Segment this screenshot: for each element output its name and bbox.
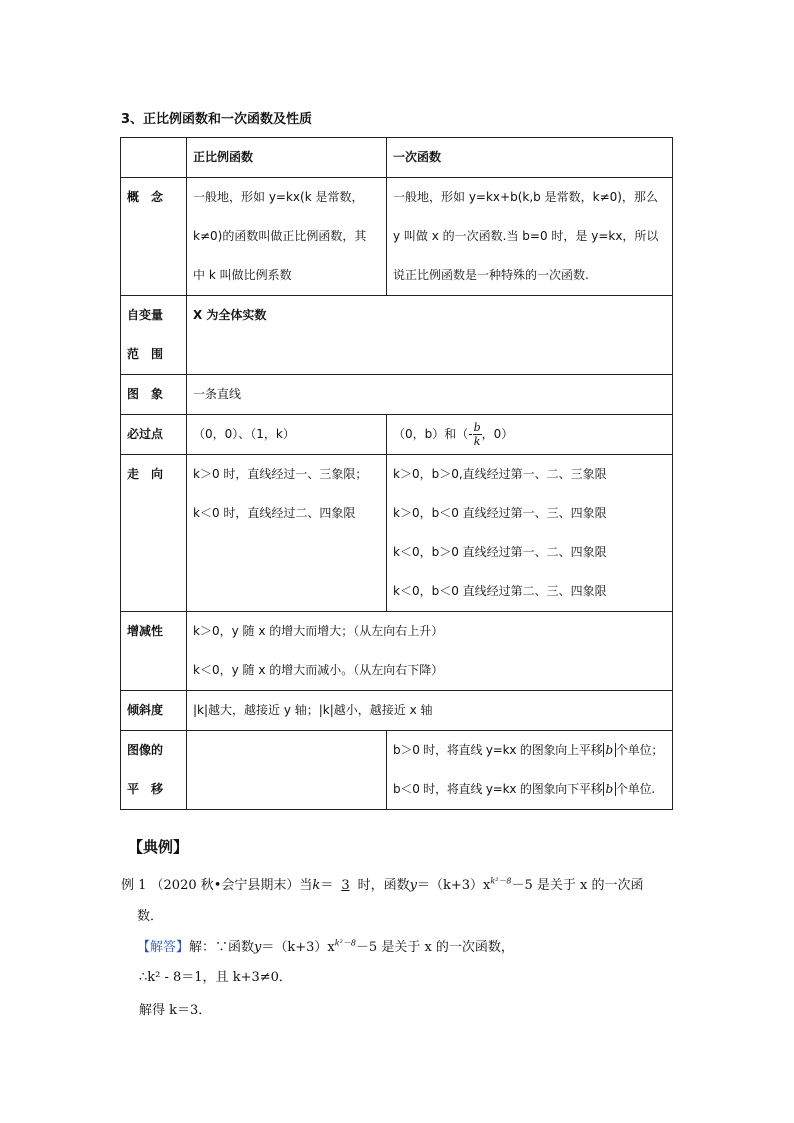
translate-line1-pre: b＞0 时，将直线 y=kx 的图象向上平移 (393, 743, 603, 757)
text-line (393, 731, 666, 770)
points-linear-post: ，0） (481, 427, 514, 441)
points-linear (387, 415, 673, 455)
label-line: 图像的 (127, 743, 164, 757)
label-line: 自变量 (127, 308, 164, 322)
exponent: k²－8 (334, 938, 356, 948)
table-row-graph (121, 375, 673, 415)
row-label-concept: 概 念 (121, 178, 187, 296)
text-line: 一般地，形如 y=kx+b(k,b 是常数，k≠0)，那么 (393, 190, 658, 204)
text-line: 说正比例函数是一种特殊的一次函数. (393, 268, 589, 282)
solution-step2: 解得 k＝3． (139, 1003, 212, 1018)
table-row-direction (121, 455, 673, 612)
table-row-monotonic (121, 612, 673, 691)
exponent: k²－8 (490, 876, 512, 886)
monotonic-value (187, 612, 673, 691)
solution-tag: 【解答】 (137, 940, 190, 955)
var-k: k (312, 878, 321, 893)
translate-line1-post: 个单位； (616, 743, 664, 757)
row-label-graph: 图 象 (121, 375, 187, 415)
table-row-concept (121, 178, 673, 296)
text-line (393, 770, 666, 809)
example-question-line1 (121, 874, 644, 893)
translate-line2-post: 个单位. (616, 782, 656, 796)
var-y: y (254, 940, 262, 955)
function-expr: ＝（k+3）x (261, 940, 335, 955)
table-row-slope (121, 691, 673, 731)
text-line: y 叫做 x 的一次函数.当 b=0 时，是 y=kx，所以 (393, 229, 659, 243)
solution-prefix: 解：∵函数 (189, 940, 255, 955)
translate-line2-pre: b＜0 时，将直线 y=kx 的图象向下平移 (393, 782, 603, 796)
row-label-direction: 走 向 (121, 455, 187, 612)
translate-linear (387, 731, 673, 810)
text-line: k＞0，y 随 x 的增大而增大；（从左向右上升） (193, 624, 444, 638)
header-empty-cell (121, 138, 187, 178)
points-linear-pre: （0，b）和（- (393, 427, 473, 441)
row-label-domain (121, 296, 187, 375)
text-line: k＞0 时，直线经过一、三象限； (193, 467, 368, 481)
absolute-b: b (603, 782, 616, 796)
section-title: 3、正比例函数和一次函数及性质 (121, 112, 313, 127)
points-proportional: （0，0）、（1，k） (187, 415, 387, 455)
header-linear: 一次函数 (387, 138, 673, 178)
question-mid: 时，函数 (357, 878, 410, 893)
text-line: k≠0)的函数叫做正比例函数，其 (193, 229, 367, 243)
question-prefix: 例 1 （2020 秋•会宁县期末）当 (121, 878, 313, 893)
table-row-translate (121, 731, 673, 810)
text-line: k＞0，b＜0 直线经过第一、三、四象限 (393, 506, 607, 520)
fraction-numerator: b (473, 421, 481, 434)
header-proportional: 正比例函数 (187, 138, 387, 178)
function-expr: ＝（k+3）x (416, 878, 491, 893)
text-line: k＜0，y 随 x 的增大而减小。（从左向右下降） (193, 663, 444, 677)
question-suffix: －5 是关于 x 的一次函 (511, 878, 644, 893)
function-properties-table (120, 137, 673, 810)
table-row-domain (121, 296, 673, 375)
var-y: y (409, 878, 417, 893)
row-label-monotonic: 增减性 (121, 612, 187, 691)
translate-proportional (187, 731, 387, 810)
row-label-slope: 倾斜度 (121, 691, 187, 731)
example-question-line2: 数． (137, 909, 164, 924)
table-header-row (121, 138, 673, 178)
slope-value: |k|越大，越接近 y 轴；|k|越小，越接近 x 轴 (187, 691, 673, 731)
text-line: 一般地，形如 y=kx(k 是常数， (193, 190, 364, 204)
text-line: k＜0，b＜0 直线经过第二、三、四象限 (393, 584, 607, 598)
concept-linear (387, 178, 673, 296)
fraction-denominator: k (473, 435, 481, 448)
row-label-translate (121, 731, 187, 810)
text-line: k＜0，b＞0 直线经过第一、二、四象限 (393, 545, 607, 559)
solution-step1: ∴k² - 8＝1，且 k+3≠0． (139, 970, 292, 985)
example-heading: 【典例】 (128, 838, 189, 856)
text-line: k＞0，b＞0,直线经过第一、二、三象限 (393, 467, 607, 481)
answer-blank: 3 (341, 878, 350, 893)
row-label-points: 必过点 (121, 415, 187, 455)
equals-sign: ＝ (320, 878, 334, 893)
text-line: k＜0 时，直线经过二、四象限 (193, 506, 356, 520)
solution-line1 (137, 936, 514, 955)
direction-proportional (187, 455, 387, 612)
domain-value: X 为全体实数 (187, 296, 673, 375)
absolute-b: b (603, 743, 616, 757)
table-row-points (121, 415, 673, 455)
graph-value: 一条直线 (187, 375, 673, 415)
solution-suffix: －5 是关于 x 的一次函数， (355, 940, 514, 955)
direction-linear (387, 455, 673, 612)
concept-proportional (187, 178, 387, 296)
label-line: 平 移 (127, 782, 164, 796)
label-line: 范 围 (127, 347, 164, 361)
text-line: 中 k 叫做比例系数 (193, 268, 292, 282)
fraction-b-over-k (473, 421, 482, 448)
